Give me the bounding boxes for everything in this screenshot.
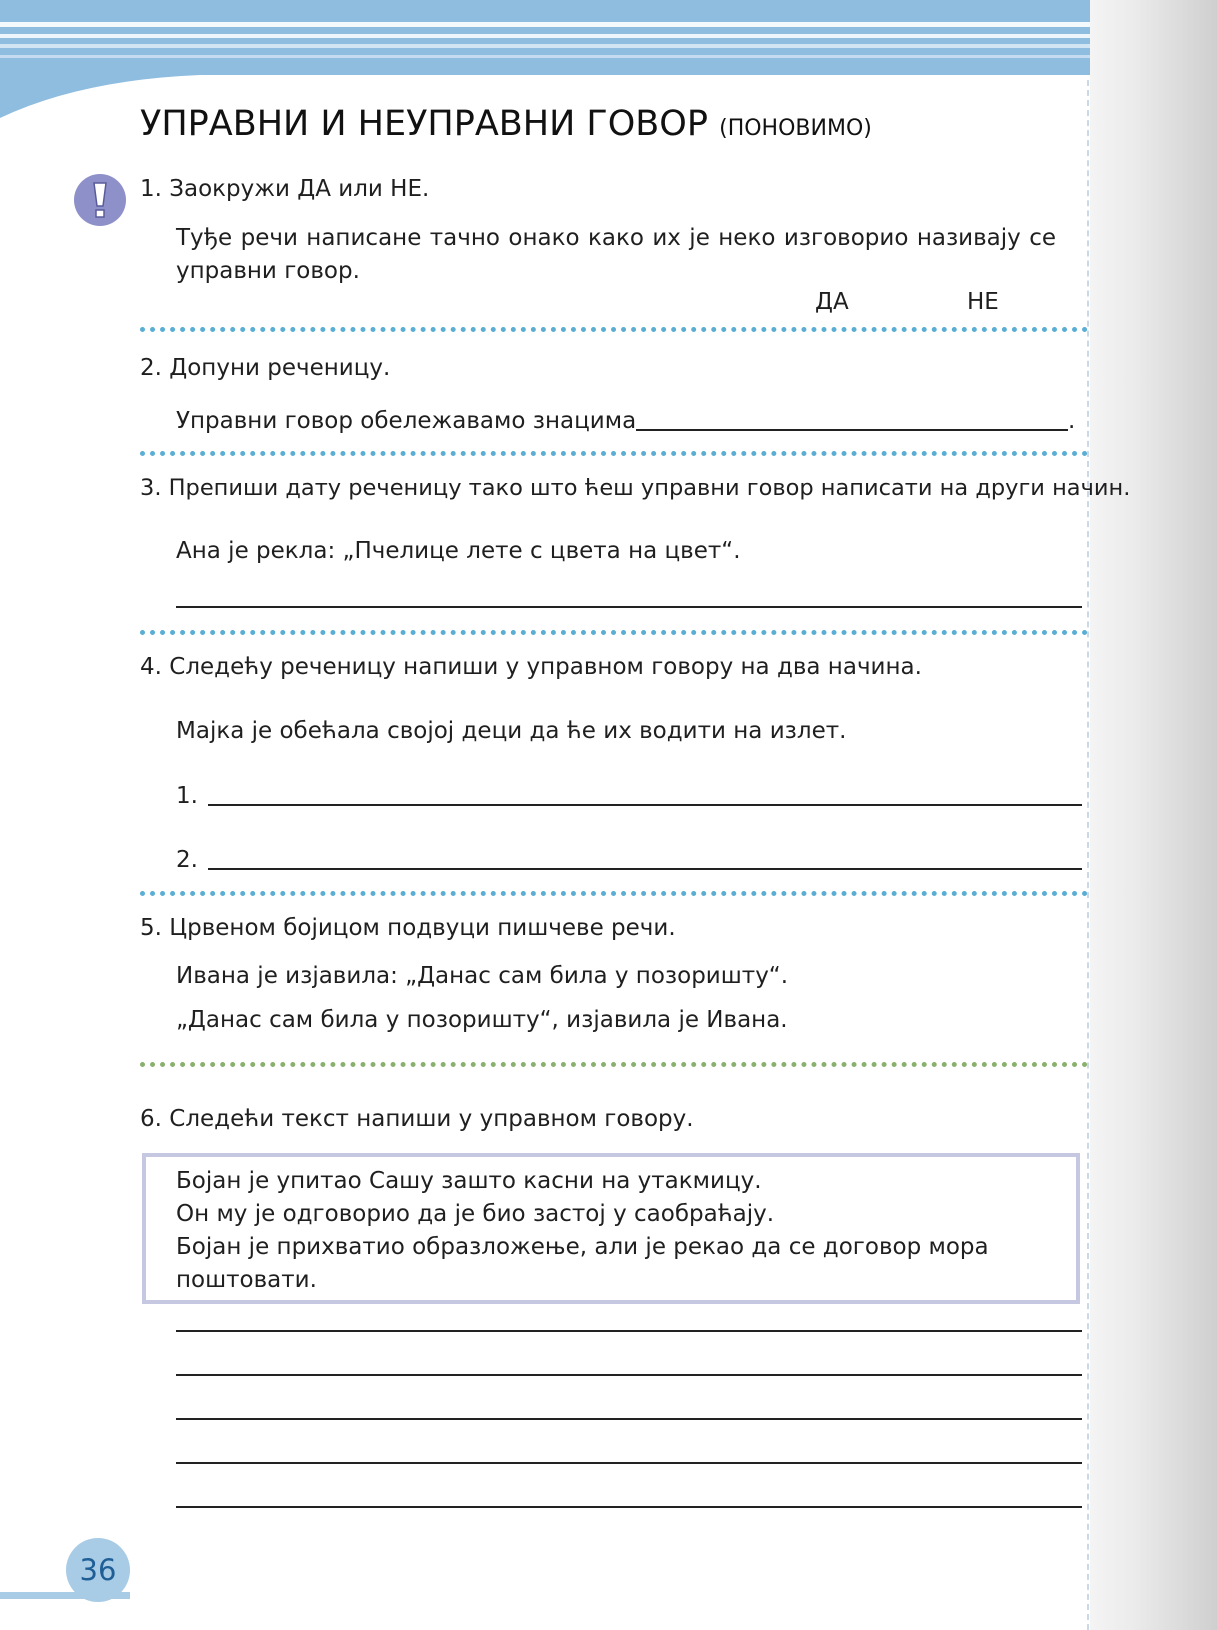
- section-divider: [140, 451, 1088, 456]
- answer-item-2-label: 2.: [176, 847, 198, 873]
- task-3-text: Ана је рекла: „Пчелице лете с цвета на цвет“.: [176, 538, 741, 564]
- answer-line-2[interactable]: [208, 868, 1082, 870]
- task-1-heading: 1. Заокружи ДА или НЕ.: [140, 176, 430, 202]
- text-box-line: Бојан је прихватио образложење, али је рекао да се договор мора поштовати.: [176, 1234, 989, 1293]
- exclamation-icon: [74, 174, 126, 226]
- answer-line[interactable]: [176, 1462, 1082, 1464]
- task-4-heading: 4. Следећу реченицу напиши у управном говору на два начина.: [140, 654, 922, 680]
- title-sub: (ПОНОВИМО): [719, 116, 872, 141]
- answer-line[interactable]: [176, 606, 1082, 608]
- margin-line: [1087, 80, 1089, 1630]
- page-fold-shadow: [1090, 0, 1217, 1630]
- section-divider: [140, 630, 1088, 635]
- title-main: УПРАВНИ И НЕУПРАВНИ ГОВОР: [140, 104, 708, 144]
- answer-line[interactable]: [176, 1330, 1082, 1332]
- task-2-heading: 2. Допуни реченицу.: [140, 355, 391, 381]
- task-1-text: Туђе речи написане тачно онако како их је неко изговорио називају се управни говор.: [176, 225, 1056, 284]
- answer-item-1-label: 1.: [176, 783, 198, 809]
- answer-no[interactable]: НЕ: [967, 289, 999, 315]
- fill-blank-line[interactable]: [636, 429, 1068, 431]
- text-box-line: Он му је одговорио да је био застој у саобраћају.: [176, 1201, 775, 1227]
- answer-line[interactable]: [176, 1418, 1082, 1420]
- answer-line[interactable]: [176, 1374, 1082, 1376]
- text-box-line: Бојан је упитао Сашу зашто касни на утакмицу.: [176, 1168, 762, 1194]
- task-5-heading: 5. Црвеном бојицом подвуци пишчеве речи.: [140, 915, 676, 941]
- task-5-sentence-2[interactable]: „Данас сам била у позоришту“, изјавила је Ивана.: [176, 1007, 788, 1033]
- answer-yes[interactable]: ДА: [815, 289, 849, 315]
- section-divider: [140, 891, 1088, 896]
- task-3-heading: 3. Препиши дату реченицу тако што ћеш управни говор написати на други начин.: [140, 475, 1131, 501]
- section-divider: [140, 1062, 1088, 1067]
- section-divider: [140, 327, 1088, 332]
- header-band: [0, 0, 1217, 120]
- text-box-content: [176, 1165, 1056, 1297]
- task-6-heading: 6. Следећи текст напиши у управном говору.: [140, 1106, 694, 1132]
- page-number: 36: [66, 1538, 130, 1602]
- task-4-text: Мајка је обећала својој деци да ће их водити на излет.: [176, 718, 847, 744]
- task-2-end-mark: .: [1068, 408, 1076, 434]
- answer-line-1[interactable]: [208, 804, 1082, 806]
- task-5-sentence-1[interactable]: Ивана је изјавила: „Данас сам била у позоришту“.: [176, 963, 789, 989]
- task-2-text: Управни говор обележавамо знацима: [176, 408, 637, 434]
- answer-line[interactable]: [176, 1506, 1082, 1508]
- page-title: [140, 104, 872, 144]
